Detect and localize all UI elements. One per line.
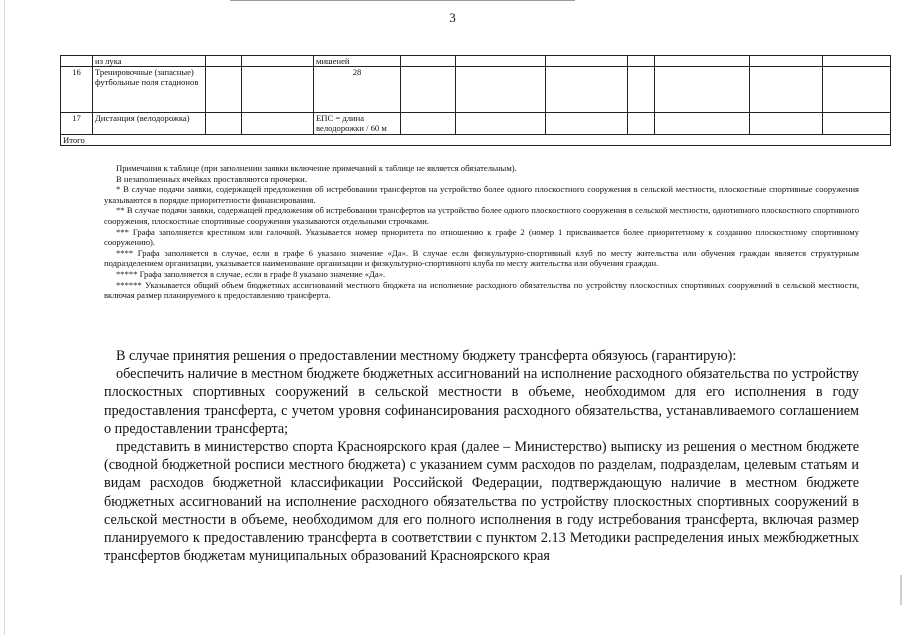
table-cell <box>206 56 242 67</box>
table-cell <box>456 67 546 113</box>
table-cell <box>655 67 750 113</box>
paragraph: В случае принятия решения о предоставлении местному бюджету трансферта обязуюсь (гарантирую): <box>116 348 737 364</box>
row-number <box>61 56 93 67</box>
table-cell <box>456 113 546 135</box>
table-row <box>61 67 891 113</box>
table-cell <box>546 56 628 67</box>
table-notes <box>104 163 859 301</box>
scan-edge-left <box>4 0 5 635</box>
table-cell <box>242 113 314 135</box>
note-item: ** В случае подачи заявки, содержащей предложения об истребовании трансфертов на устройство более одного плоскостного сооружения в сельской местности, однотипного плоскостного спортивного сооружения, плоскостные спортивные сооружения указываются отдельными строчками. <box>104 205 859 226</box>
scan-edge-top <box>230 0 575 1</box>
table-total-row <box>61 135 891 146</box>
note-item: В незаполненных ячейках проставляются прочерки. <box>116 173 307 184</box>
table-cell <box>206 113 242 135</box>
note-item: ***** Графа заполняется в случае, если в графе 8 указано значение «Да». <box>116 268 386 279</box>
note-heading: Примечания к таблице (при заполнении заявки включение примечаний к таблице не является обязательным). <box>116 163 517 173</box>
facility-name: Дистанция (велодорожка) <box>93 113 206 135</box>
table-cell <box>546 67 628 113</box>
table-cell <box>823 113 891 135</box>
table-row <box>61 113 891 135</box>
capacity-formula: мишеней <box>314 56 401 67</box>
facilities-table <box>60 55 891 146</box>
paragraph: представить в министерство спорта Красноярского края (далее – Министерство) выписку из решения о местном бюджете (сводной бюджетной росписи местного бюджета) с указанием сумм расходов по разделам, подразделам, целевым статьям и видам расходов бюджетной классификации Российской Федерации, подтверждающую наличие в местном бюджете бюджетных ассигнований на исполнение расходного обязательства по устройству плоскостных спортивных сооружений в сельской местности в объеме, необходимом для его полного исполнения в году истребования трансферта, включая размер планируемого к предоставлению трансферта в соответствии с пунктом 2.13 Методики распределения иных межбюджетных трансфертов бюджетам муниципальных образований Красноярского края <box>104 439 859 565</box>
table-cell <box>655 56 750 67</box>
note-item: *** Графа заполняется крестиком или галочкой. Указывается номер приоритета по отношению к графе 2 (номер 1 присваивается более приоритетному к созданию плоскостному спортивному сооружению). <box>104 226 859 248</box>
total-label: Итого <box>61 135 891 146</box>
table-cell <box>823 67 891 113</box>
table-cell <box>823 56 891 67</box>
table-cell <box>242 67 314 113</box>
table-cell <box>750 113 823 135</box>
table-row <box>61 56 891 67</box>
capacity-formula: ЕПС = длина велодорожки / 60 м <box>314 113 401 135</box>
table-cell <box>655 113 750 135</box>
row-number: 16 <box>61 67 93 113</box>
row-number: 17 <box>61 113 93 135</box>
table-cell <box>206 67 242 113</box>
table-cell <box>242 56 314 67</box>
table-cell <box>750 67 823 113</box>
table-cell <box>628 56 655 67</box>
table-cell <box>628 67 655 113</box>
facility-name: Тренировочные (запасные) футбольные поля стадионов <box>93 67 206 113</box>
scan-edge-right <box>900 575 902 605</box>
page-number: 3 <box>449 10 456 25</box>
paragraph: обеспечить наличие в местном бюджете бюджетных ассигнований на исполнение расходного обязательства по устройству плоскостных спортивных сооружений в сельской местности в объеме, необходимом для его исполнения в году предоставления трансферта, с учетом уровня софинансирования расходного обязательства, устанавливаемого соглашением о предоставлении трансферта; <box>104 366 859 437</box>
guarantee-text <box>104 347 859 565</box>
table-cell <box>401 113 456 135</box>
note-item: ****** Указывается общий объем бюджетных ассигнований местного бюджета на исполнение расходного обязательства по устройству плоскостных спортивных сооружений в сельской местности, включая размер планируемого к предоставлению трансферта. <box>104 279 859 301</box>
note-item: * В случае подачи заявки, содержащей предложения об истребовании трансфертов на устройство более одного плоскостного сооружения в сельской местности, плоскостные спортивные сооружения указываются в порядке приоритетности финансирования. <box>104 184 859 205</box>
table-cell <box>456 56 546 67</box>
facility-name: из лука <box>93 56 206 67</box>
table-cell <box>546 113 628 135</box>
table-cell <box>750 56 823 67</box>
table-cell <box>628 113 655 135</box>
capacity-formula: 28 <box>314 67 401 113</box>
note-item: **** Графа заполняется в случае, если в графе 6 указано значение «Да». В случае если физкультурно-спортивный клуб по месту жительства или обучения граждан является структурным подразделением организации, указывается наименование организации и физкультурно-спортивного клуба по месту жительства или обучения граждан. <box>104 247 859 269</box>
table-cell <box>401 56 456 67</box>
table-cell <box>401 67 456 113</box>
